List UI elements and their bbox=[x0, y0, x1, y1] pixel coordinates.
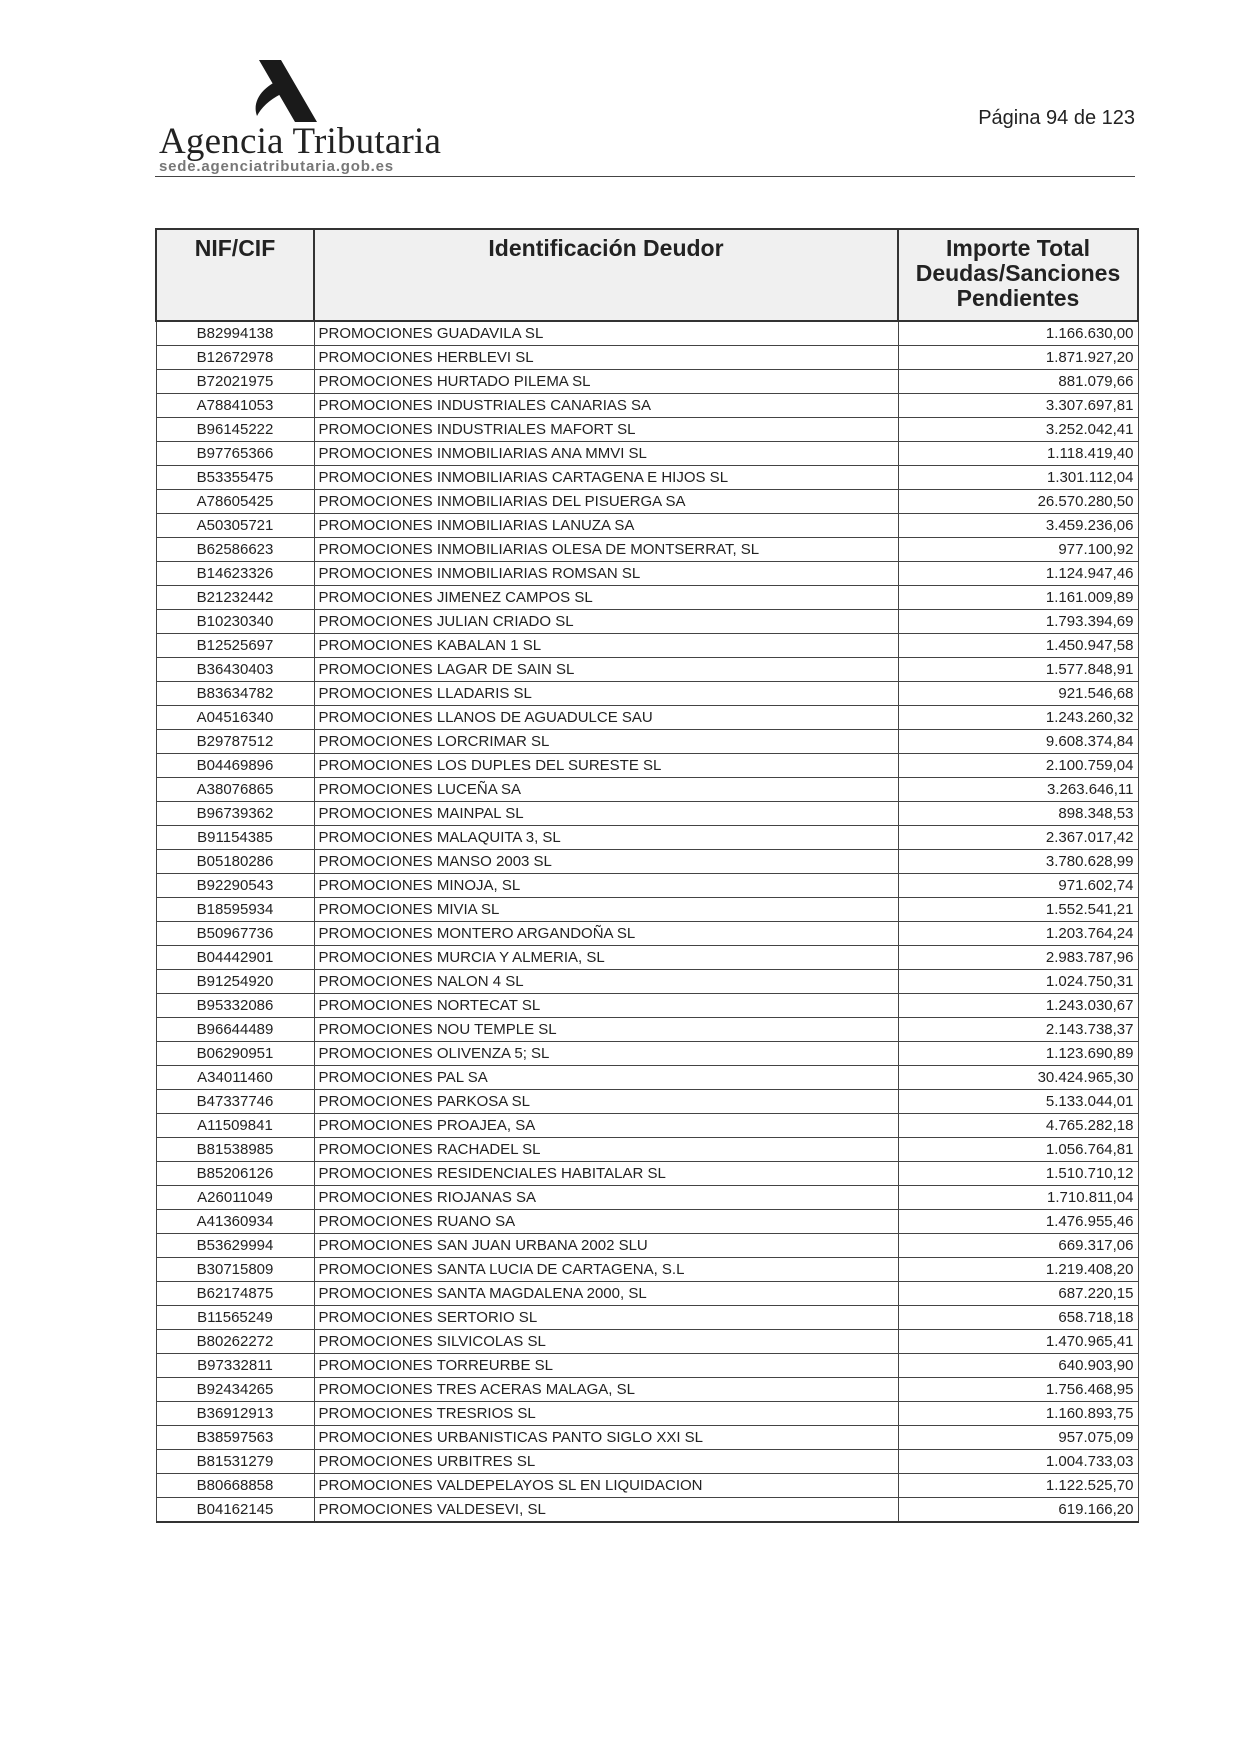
amount-cell: 881.079,66 bbox=[898, 370, 1138, 394]
nif-cell: A34011460 bbox=[156, 1066, 314, 1090]
table-row bbox=[156, 1114, 1138, 1138]
amount-cell: 1.871.927,20 bbox=[898, 346, 1138, 370]
amount-cell: 1.004.733,03 bbox=[898, 1450, 1138, 1474]
agencia-tributaria-logo bbox=[155, 60, 442, 177]
amount-cell: 1.160.893,75 bbox=[898, 1402, 1138, 1426]
nif-cell: A78841053 bbox=[156, 394, 314, 418]
debtor-name-cell: PROMOCIONES TRES ACERAS MALAGA, SL bbox=[314, 1378, 898, 1402]
amount-cell: 977.100,92 bbox=[898, 538, 1138, 562]
debtor-name-cell: PROMOCIONES GUADAVILA SL bbox=[314, 321, 898, 346]
table-row bbox=[156, 1498, 1138, 1523]
nif-cell: A78605425 bbox=[156, 490, 314, 514]
table-row bbox=[156, 730, 1138, 754]
amount-cell: 1.118.419,40 bbox=[898, 442, 1138, 466]
nif-cell: A26011049 bbox=[156, 1186, 314, 1210]
table-body bbox=[156, 321, 1138, 1522]
table-row bbox=[156, 706, 1138, 730]
table-row bbox=[156, 970, 1138, 994]
debtor-name-cell: PROMOCIONES INMOBILIARIAS ANA MMVI SL bbox=[314, 442, 898, 466]
table-row bbox=[156, 874, 1138, 898]
amount-cell: 640.903,90 bbox=[898, 1354, 1138, 1378]
table-row bbox=[156, 826, 1138, 850]
nif-cell: B95332086 bbox=[156, 994, 314, 1018]
amount-cell: 1.024.750,31 bbox=[898, 970, 1138, 994]
nif-cell: B12672978 bbox=[156, 346, 314, 370]
amount-cell: 1.552.541,21 bbox=[898, 898, 1138, 922]
table-row bbox=[156, 1426, 1138, 1450]
debtor-name-cell: PROMOCIONES PROAJEA, SA bbox=[314, 1114, 898, 1138]
column-header-debtor: Identificación Deudor bbox=[314, 229, 898, 321]
nif-cell: B83634782 bbox=[156, 682, 314, 706]
debtor-name-cell: PROMOCIONES INMOBILIARIAS LANUZA SA bbox=[314, 514, 898, 538]
nif-cell: B29787512 bbox=[156, 730, 314, 754]
debtor-name-cell: PROMOCIONES PARKOSA SL bbox=[314, 1090, 898, 1114]
table-row bbox=[156, 682, 1138, 706]
table-row bbox=[156, 562, 1138, 586]
amount-cell: 1.450.947,58 bbox=[898, 634, 1138, 658]
nif-cell: B62586623 bbox=[156, 538, 314, 562]
page-header bbox=[155, 60, 1135, 177]
table-header-row bbox=[156, 229, 1138, 321]
debtor-name-cell: PROMOCIONES URBANISTICAS PANTO SIGLO XXI SL bbox=[314, 1426, 898, 1450]
nif-cell: A04516340 bbox=[156, 706, 314, 730]
nif-cell: B04162145 bbox=[156, 1498, 314, 1523]
nif-cell: B04442901 bbox=[156, 946, 314, 970]
amount-cell: 1.203.764,24 bbox=[898, 922, 1138, 946]
debtor-name-cell: PROMOCIONES VALDEPELAYOS SL EN LIQUIDACION bbox=[314, 1474, 898, 1498]
amount-cell: 1.710.811,04 bbox=[898, 1186, 1138, 1210]
nif-cell: B14623326 bbox=[156, 562, 314, 586]
amount-cell: 3.459.236,06 bbox=[898, 514, 1138, 538]
column-header-nif: NIF/CIF bbox=[156, 229, 314, 321]
nif-cell: B97765366 bbox=[156, 442, 314, 466]
debtor-name-cell: PROMOCIONES MIVIA SL bbox=[314, 898, 898, 922]
table-row bbox=[156, 1330, 1138, 1354]
debtor-name-cell: PROMOCIONES RACHADEL SL bbox=[314, 1138, 898, 1162]
amount-cell: 26.570.280,50 bbox=[898, 490, 1138, 514]
debtor-name-cell: PROMOCIONES INDUSTRIALES CANARIAS SA bbox=[314, 394, 898, 418]
nif-cell: B91154385 bbox=[156, 826, 314, 850]
amount-cell: 1.219.408,20 bbox=[898, 1258, 1138, 1282]
debtor-name-cell: PROMOCIONES RIOJANAS SA bbox=[314, 1186, 898, 1210]
table-row bbox=[156, 1306, 1138, 1330]
amount-cell: 2.983.787,96 bbox=[898, 946, 1138, 970]
amount-cell: 1.470.965,41 bbox=[898, 1330, 1138, 1354]
nif-cell: B05180286 bbox=[156, 850, 314, 874]
debtor-name-cell: PROMOCIONES NALON 4 SL bbox=[314, 970, 898, 994]
amount-cell: 1.124.947,46 bbox=[898, 562, 1138, 586]
table-row bbox=[156, 634, 1138, 658]
table-row bbox=[156, 1042, 1138, 1066]
nif-cell: B12525697 bbox=[156, 634, 314, 658]
table-row bbox=[156, 922, 1138, 946]
table-row bbox=[156, 514, 1138, 538]
debtor-name-cell: PROMOCIONES TRESRIOS SL bbox=[314, 1402, 898, 1426]
debtor-name-cell: PROMOCIONES LLANOS DE AGUADULCE SAU bbox=[314, 706, 898, 730]
nif-cell: B47337746 bbox=[156, 1090, 314, 1114]
table-row bbox=[156, 1354, 1138, 1378]
table-row bbox=[156, 1258, 1138, 1282]
nif-cell: B50967736 bbox=[156, 922, 314, 946]
debtor-name-cell: PROMOCIONES JULIAN CRIADO SL bbox=[314, 610, 898, 634]
debtor-name-cell: PROMOCIONES SANTA LUCIA DE CARTAGENA, S.L bbox=[314, 1258, 898, 1282]
nif-cell: B18595934 bbox=[156, 898, 314, 922]
debtor-name-cell: PROMOCIONES MANSO 2003 SL bbox=[314, 850, 898, 874]
nif-cell: B81538985 bbox=[156, 1138, 314, 1162]
amount-cell: 1.123.690,89 bbox=[898, 1042, 1138, 1066]
nif-cell: B04469896 bbox=[156, 754, 314, 778]
nif-cell: B06290951 bbox=[156, 1042, 314, 1066]
nif-cell: B11565249 bbox=[156, 1306, 314, 1330]
debtor-name-cell: PROMOCIONES MINOJA, SL bbox=[314, 874, 898, 898]
debtor-name-cell: PROMOCIONES INMOBILIARIAS CARTAGENA E HIJOS SL bbox=[314, 466, 898, 490]
table-row bbox=[156, 1474, 1138, 1498]
amount-cell: 30.424.965,30 bbox=[898, 1066, 1138, 1090]
amount-cell: 658.718,18 bbox=[898, 1306, 1138, 1330]
amount-cell: 3.307.697,81 bbox=[898, 394, 1138, 418]
debtor-name-cell: PROMOCIONES PAL SA bbox=[314, 1066, 898, 1090]
amount-cell: 619.166,20 bbox=[898, 1498, 1138, 1523]
column-header-amount: Importe Total Deudas/Sanciones Pendientes bbox=[898, 229, 1138, 321]
table-row bbox=[156, 1186, 1138, 1210]
nif-cell: A50305721 bbox=[156, 514, 314, 538]
debtor-name-cell: PROMOCIONES LAGAR DE SAIN SL bbox=[314, 658, 898, 682]
nif-cell: B91254920 bbox=[156, 970, 314, 994]
table-row bbox=[156, 946, 1138, 970]
nif-cell: B38597563 bbox=[156, 1426, 314, 1450]
amount-cell: 2.143.738,37 bbox=[898, 1018, 1138, 1042]
nif-cell: B21232442 bbox=[156, 586, 314, 610]
debtor-name-cell: PROMOCIONES SANTA MAGDALENA 2000, SL bbox=[314, 1282, 898, 1306]
nif-cell: B80262272 bbox=[156, 1330, 314, 1354]
debtor-name-cell: PROMOCIONES TORREURBE SL bbox=[314, 1354, 898, 1378]
table-row bbox=[156, 442, 1138, 466]
debtor-name-cell: PROMOCIONES LLADARIS SL bbox=[314, 682, 898, 706]
amount-cell: 1.243.030,67 bbox=[898, 994, 1138, 1018]
debtor-name-cell: PROMOCIONES INMOBILIARIAS ROMSAN SL bbox=[314, 562, 898, 586]
logo-name: Agencia Tributaria bbox=[159, 121, 442, 162]
table-row bbox=[156, 802, 1138, 826]
debtor-name-cell: PROMOCIONES LORCRIMAR SL bbox=[314, 730, 898, 754]
table-row bbox=[156, 1378, 1138, 1402]
nif-cell: B62174875 bbox=[156, 1282, 314, 1306]
debtor-name-cell: PROMOCIONES SILVICOLAS SL bbox=[314, 1330, 898, 1354]
debtor-name-cell: PROMOCIONES INMOBILIARIAS OLESA DE MONTSERRAT, SL bbox=[314, 538, 898, 562]
nif-cell: B10230340 bbox=[156, 610, 314, 634]
amount-cell: 2.367.017,42 bbox=[898, 826, 1138, 850]
header-divider bbox=[155, 176, 1135, 177]
table-row bbox=[156, 1138, 1138, 1162]
table-row bbox=[156, 466, 1138, 490]
table-row bbox=[156, 1210, 1138, 1234]
table-row bbox=[156, 538, 1138, 562]
table-row bbox=[156, 490, 1138, 514]
table-row bbox=[156, 1090, 1138, 1114]
table-row bbox=[156, 321, 1138, 346]
table-row bbox=[156, 370, 1138, 394]
amount-cell: 2.100.759,04 bbox=[898, 754, 1138, 778]
amount-cell: 1.756.468,95 bbox=[898, 1378, 1138, 1402]
debtors-table bbox=[155, 228, 1139, 1523]
table-row bbox=[156, 1018, 1138, 1042]
amount-cell: 4.765.282,18 bbox=[898, 1114, 1138, 1138]
debtor-name-cell: PROMOCIONES MONTERO ARGANDOÑA SL bbox=[314, 922, 898, 946]
amount-cell: 921.546,68 bbox=[898, 682, 1138, 706]
table-row bbox=[156, 346, 1138, 370]
nif-cell: B36430403 bbox=[156, 658, 314, 682]
amount-cell: 1.577.848,91 bbox=[898, 658, 1138, 682]
table-row bbox=[156, 586, 1138, 610]
nif-cell: B30715809 bbox=[156, 1258, 314, 1282]
nif-cell: A41360934 bbox=[156, 1210, 314, 1234]
amount-cell: 687.220,15 bbox=[898, 1282, 1138, 1306]
debtor-name-cell: PROMOCIONES INMOBILIARIAS DEL PISUERGA SA bbox=[314, 490, 898, 514]
table-row bbox=[156, 1282, 1138, 1306]
debtor-name-cell: PROMOCIONES HURTADO PILEMA SL bbox=[314, 370, 898, 394]
table-row bbox=[156, 1450, 1138, 1474]
debtor-name-cell: PROMOCIONES NOU TEMPLE SL bbox=[314, 1018, 898, 1042]
amount-cell: 971.602,74 bbox=[898, 874, 1138, 898]
debtor-name-cell: PROMOCIONES SAN JUAN URBANA 2002 SLU bbox=[314, 1234, 898, 1258]
debtor-name-cell: PROMOCIONES URBITRES SL bbox=[314, 1450, 898, 1474]
debtor-name-cell: PROMOCIONES KABALAN 1 SL bbox=[314, 634, 898, 658]
amount-cell: 1.243.260,32 bbox=[898, 706, 1138, 730]
table-row bbox=[156, 610, 1138, 634]
table-row bbox=[156, 418, 1138, 442]
amount-cell: 957.075,09 bbox=[898, 1426, 1138, 1450]
table-row bbox=[156, 1234, 1138, 1258]
amount-cell: 1.122.525,70 bbox=[898, 1474, 1138, 1498]
nif-cell: B53355475 bbox=[156, 466, 314, 490]
debtor-name-cell: PROMOCIONES HERBLEVI SL bbox=[314, 346, 898, 370]
amount-cell: 3.780.628,99 bbox=[898, 850, 1138, 874]
amount-cell: 1.793.394,69 bbox=[898, 610, 1138, 634]
nif-cell: B80668858 bbox=[156, 1474, 314, 1498]
debtor-name-cell: PROMOCIONES OLIVENZA 5; SL bbox=[314, 1042, 898, 1066]
amount-cell: 1.056.764,81 bbox=[898, 1138, 1138, 1162]
table-row bbox=[156, 394, 1138, 418]
amount-cell: 1.510.710,12 bbox=[898, 1162, 1138, 1186]
debtor-name-cell: PROMOCIONES RESIDENCIALES HABITALAR SL bbox=[314, 1162, 898, 1186]
nif-cell: B97332811 bbox=[156, 1354, 314, 1378]
amount-cell: 5.133.044,01 bbox=[898, 1090, 1138, 1114]
debtor-name-cell: PROMOCIONES MAINPAL SL bbox=[314, 802, 898, 826]
nif-cell: B92434265 bbox=[156, 1378, 314, 1402]
logo-url: sede.agenciatributaria.gob.es bbox=[159, 158, 394, 175]
nif-cell: B96739362 bbox=[156, 802, 314, 826]
logo-x-icon bbox=[245, 60, 320, 122]
table-row bbox=[156, 1066, 1138, 1090]
amount-cell: 1.161.009,89 bbox=[898, 586, 1138, 610]
debtor-name-cell: PROMOCIONES JIMENEZ CAMPOS SL bbox=[314, 586, 898, 610]
amount-cell: 898.348,53 bbox=[898, 802, 1138, 826]
table-row bbox=[156, 778, 1138, 802]
table-row bbox=[156, 994, 1138, 1018]
table-row bbox=[156, 1162, 1138, 1186]
debtor-name-cell: PROMOCIONES LUCEÑA SA bbox=[314, 778, 898, 802]
debtor-name-cell: PROMOCIONES RUANO SA bbox=[314, 1210, 898, 1234]
nif-cell: B53629994 bbox=[156, 1234, 314, 1258]
nif-cell: B82994138 bbox=[156, 321, 314, 346]
amount-cell: 1.476.955,46 bbox=[898, 1210, 1138, 1234]
nif-cell: B92290543 bbox=[156, 874, 314, 898]
table-row bbox=[156, 754, 1138, 778]
amount-cell: 3.263.646,11 bbox=[898, 778, 1138, 802]
table-row bbox=[156, 658, 1138, 682]
debtor-name-cell: PROMOCIONES INDUSTRIALES MAFORT SL bbox=[314, 418, 898, 442]
amount-cell: 1.166.630,00 bbox=[898, 321, 1138, 346]
nif-cell: B72021975 bbox=[156, 370, 314, 394]
nif-cell: A38076865 bbox=[156, 778, 314, 802]
table-row bbox=[156, 898, 1138, 922]
debtor-name-cell: PROMOCIONES NORTECAT SL bbox=[314, 994, 898, 1018]
amount-cell: 669.317,06 bbox=[898, 1234, 1138, 1258]
nif-cell: B96145222 bbox=[156, 418, 314, 442]
debtor-name-cell: PROMOCIONES MALAQUITA 3, SL bbox=[314, 826, 898, 850]
amount-cell: 9.608.374,84 bbox=[898, 730, 1138, 754]
page-number: Página 94 de 123 bbox=[978, 107, 1135, 129]
table-row bbox=[156, 1402, 1138, 1426]
nif-cell: B81531279 bbox=[156, 1450, 314, 1474]
debtor-name-cell: PROMOCIONES SERTORIO SL bbox=[314, 1306, 898, 1330]
debtor-name-cell: PROMOCIONES LOS DUPLES DEL SURESTE SL bbox=[314, 754, 898, 778]
table-row bbox=[156, 850, 1138, 874]
debtor-name-cell: PROMOCIONES MURCIA Y ALMERIA, SL bbox=[314, 946, 898, 970]
nif-cell: B85206126 bbox=[156, 1162, 314, 1186]
nif-cell: B96644489 bbox=[156, 1018, 314, 1042]
amount-cell: 1.301.112,04 bbox=[898, 466, 1138, 490]
nif-cell: A11509841 bbox=[156, 1114, 314, 1138]
amount-cell: 3.252.042,41 bbox=[898, 418, 1138, 442]
nif-cell: B36912913 bbox=[156, 1402, 314, 1426]
debtor-name-cell: PROMOCIONES VALDESEVI, SL bbox=[314, 1498, 898, 1523]
